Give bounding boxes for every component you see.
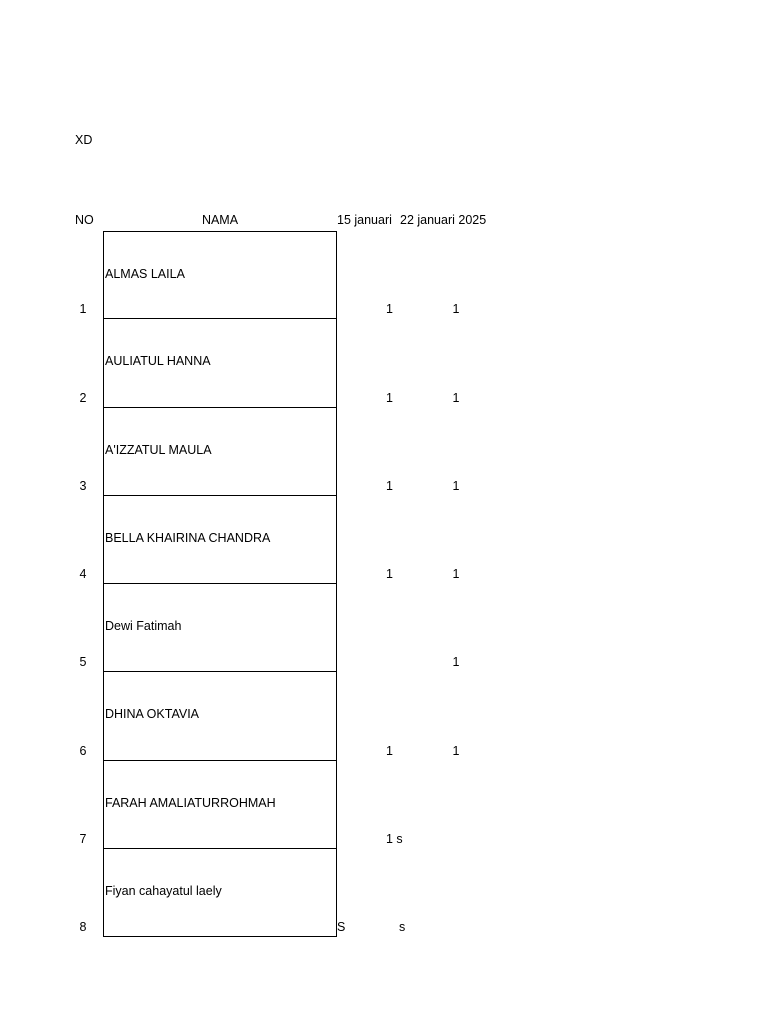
row-number: 3: [79, 478, 87, 493]
row-date1-value: 1: [386, 390, 393, 405]
table-row: [0, 319, 768, 407]
row-date1-value: 1: [386, 302, 393, 317]
row-name-cell: [103, 584, 337, 672]
row-number: 2: [79, 390, 87, 405]
row-date2-value: 1: [452, 743, 460, 758]
row-date1-value: 1: [386, 478, 393, 493]
header-nama: NAMA: [201, 213, 239, 227]
row-date2-value: 1: [452, 655, 460, 670]
row-name: Dewi Fatimah: [105, 619, 182, 634]
table-row: [0, 761, 768, 849]
row-extra-mark: S: [337, 920, 346, 935]
header-date-22-januari: 22 januari 2025: [400, 213, 487, 227]
row-name-cell: [103, 672, 337, 760]
row-date1-value: 1: [386, 567, 393, 582]
row-date2-value: 1: [452, 302, 460, 317]
row-name: FARAH AMALIATURROHMAH: [105, 795, 276, 810]
table-row: [0, 672, 768, 760]
row-name: Fiyan cahayatul laely: [105, 884, 222, 899]
row-name: A'IZZATUL MAULA: [105, 442, 212, 457]
row-name-cell: [103, 849, 337, 937]
table-row: [0, 231, 768, 319]
attendance-table: [0, 231, 768, 937]
class-label: XD: [75, 133, 93, 147]
row-name-cell: [103, 231, 337, 319]
row-name-cell: [103, 408, 337, 496]
row-date2-value: 1: [452, 390, 460, 405]
table-row: [0, 408, 768, 496]
row-number: 4: [79, 567, 87, 582]
row-number: 7: [79, 832, 87, 847]
table-row: [0, 849, 768, 937]
row-name-cell: [103, 496, 337, 584]
row-name-cell: [103, 319, 337, 407]
row-date1-value: s: [399, 920, 406, 935]
row-number: 6: [79, 743, 87, 758]
table-row: [0, 584, 768, 672]
row-number: 5: [79, 655, 87, 670]
row-name: BELLA KHAIRINA CHANDRA: [105, 530, 271, 545]
row-date1-value: 1 s: [386, 832, 403, 847]
table-row: [0, 496, 768, 584]
header-date-15-januari: 15 januari: [337, 213, 392, 227]
row-number: 8: [79, 920, 87, 935]
row-date2-value: 1: [452, 478, 460, 493]
row-name: DHINA OKTAVIA: [105, 707, 200, 722]
row-date2-value: 1: [452, 567, 460, 582]
row-name: AULIATUL HANNA: [105, 354, 211, 369]
row-name: ALMAS LAILA: [105, 267, 185, 281]
row-date1-value: 1: [386, 743, 393, 758]
header-no: NO: [75, 213, 94, 227]
row-number: 1: [79, 302, 87, 317]
row-name-cell: [103, 761, 337, 849]
